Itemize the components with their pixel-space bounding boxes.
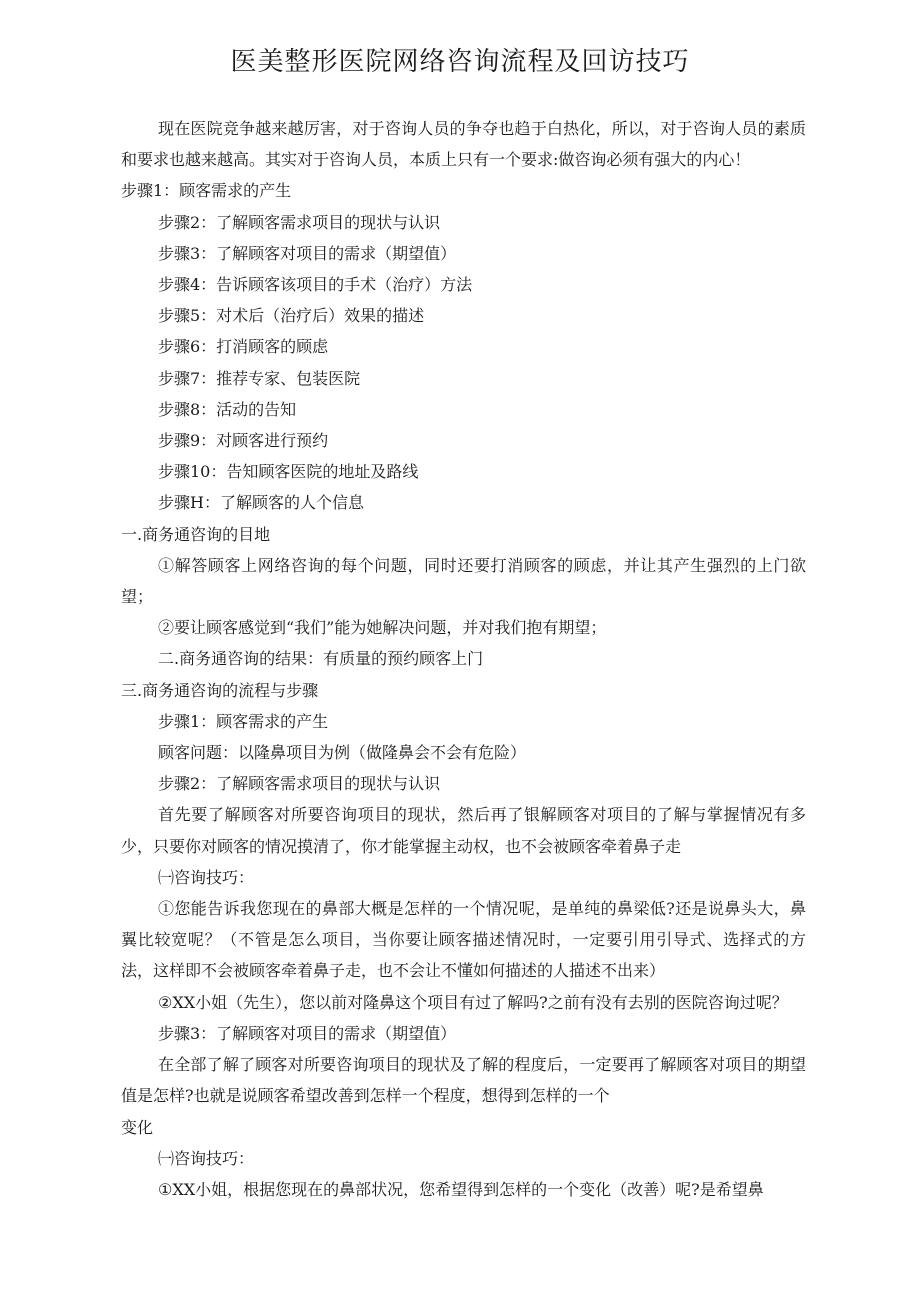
consult-tips-heading-2: ㈠咨询技巧：: [158, 1148, 255, 1168]
tip-1-paragraph: ①您能告诉我您现在的鼻部大概是怎样的一个情况呢，是单纯的鼻梁低?还是说鼻头大，鼻翼比较宽呢？（不管是怎么项目，当你要让顾客描述情况时，一定要引用引导式、选择式的方法，这样即不会被顾客牵着鼻子走，也不会让不懂如何描述的人描述不出来）: [121, 899, 806, 981]
step-4-line: 步骤4：告诉顾客该项目的手术（治疗）方法: [158, 275, 473, 295]
step-10-line: 步骤10：告知顾客医院的地址及路线: [158, 462, 419, 482]
tip-3-paragraph: ①XX小姐，根据您现在的鼻部状况，您希望得到怎样的一个变化（改善）呢?是希望鼻: [158, 1179, 764, 1199]
document-body: [121, 113, 806, 1205]
consult-tips-heading-1: ㈠咨询技巧：: [158, 867, 255, 887]
step-9-line: 步骤9：对顾客进行预约: [158, 431, 329, 451]
step-3-description-tail: 变化: [121, 1117, 154, 1137]
step-3-description: 在全部了解了顾客对所要咨询项目的现状及了解的程度后，一定要再了解顾客对项目的期望值是怎样?也就是说顾客希望改善到怎样一个程度，想得到怎样的一个: [121, 1055, 806, 1106]
step-1-line: 步骤1：顾客需求的产生: [121, 181, 292, 201]
step-2-description: 首先要了解顾客对所要咨询项目的现状，然后再了银解顾客对项目的了解与掌握情况有多少，只要你对顾客的情况摸清了，你才能掌握主动权，也不会被顾客牵着鼻子走: [121, 805, 806, 856]
step-h-line: 步骤H：了解顾客的人个信息: [158, 493, 364, 513]
step-8-line: 步骤8：活动的告知: [158, 399, 297, 419]
step-6-line: 步骤6：打消顾客的顾虑: [158, 337, 329, 357]
step-2-line: 步骤2：了解顾客需求项目的现状与认识: [158, 212, 441, 232]
customer-question-line: 顾客问题：以隆鼻项目为例（做隆鼻会不会有危险）: [158, 743, 527, 763]
section-2-heading: 二.商务通咨询的结果：有质量的预约顾客上门: [158, 649, 484, 669]
section-1-heading: 一.商务通咨询的目地: [121, 524, 271, 544]
intro-paragraph: 现在医院竞争越来越厉害，对于咨询人员的争夺也趋于白热化，所以，对于咨询人员的素质和要求也越来越高。其实对于咨询人员，本质上只有一个要求:做咨询必须有强大的内心！: [121, 119, 806, 170]
goal-1-paragraph: ①解答顾客上网络咨询的每个问题，同时还要打消顾客的顾虑，并让其产生强烈的上门欲望；: [121, 555, 806, 607]
flow-step-1-line: 步骤1：顾客需求的产生: [158, 711, 329, 731]
page-title: 医美整形医院网络咨询流程及回访技巧: [230, 47, 690, 77]
goal-2-paragraph: ②要让顾客感觉到“我们”能为她解决问题，并对我们抱有期望；: [158, 618, 607, 638]
flow-step-3-line: 步骤3：了解顾客对项目的需求（期望值）: [158, 1023, 457, 1043]
tip-2-paragraph: ②XX小姐（先生），您以前对隆鼻这个项目有过了解吗?之前有没有去别的医院咨询过呢？: [158, 992, 788, 1012]
step-7-line: 步骤7：推荐专家、包装医院: [158, 368, 361, 388]
section-3-heading: 三.商务通咨询的流程与步骤: [121, 680, 319, 700]
flow-step-2-line: 步骤2：了解顾客需求项目的现状与认识: [158, 774, 441, 794]
step-5-line: 步骤5：对术后（治疗后）效果的描述: [158, 306, 425, 326]
step-3-line: 步骤3：了解顾客对项目的需求（期望值）: [158, 243, 457, 263]
